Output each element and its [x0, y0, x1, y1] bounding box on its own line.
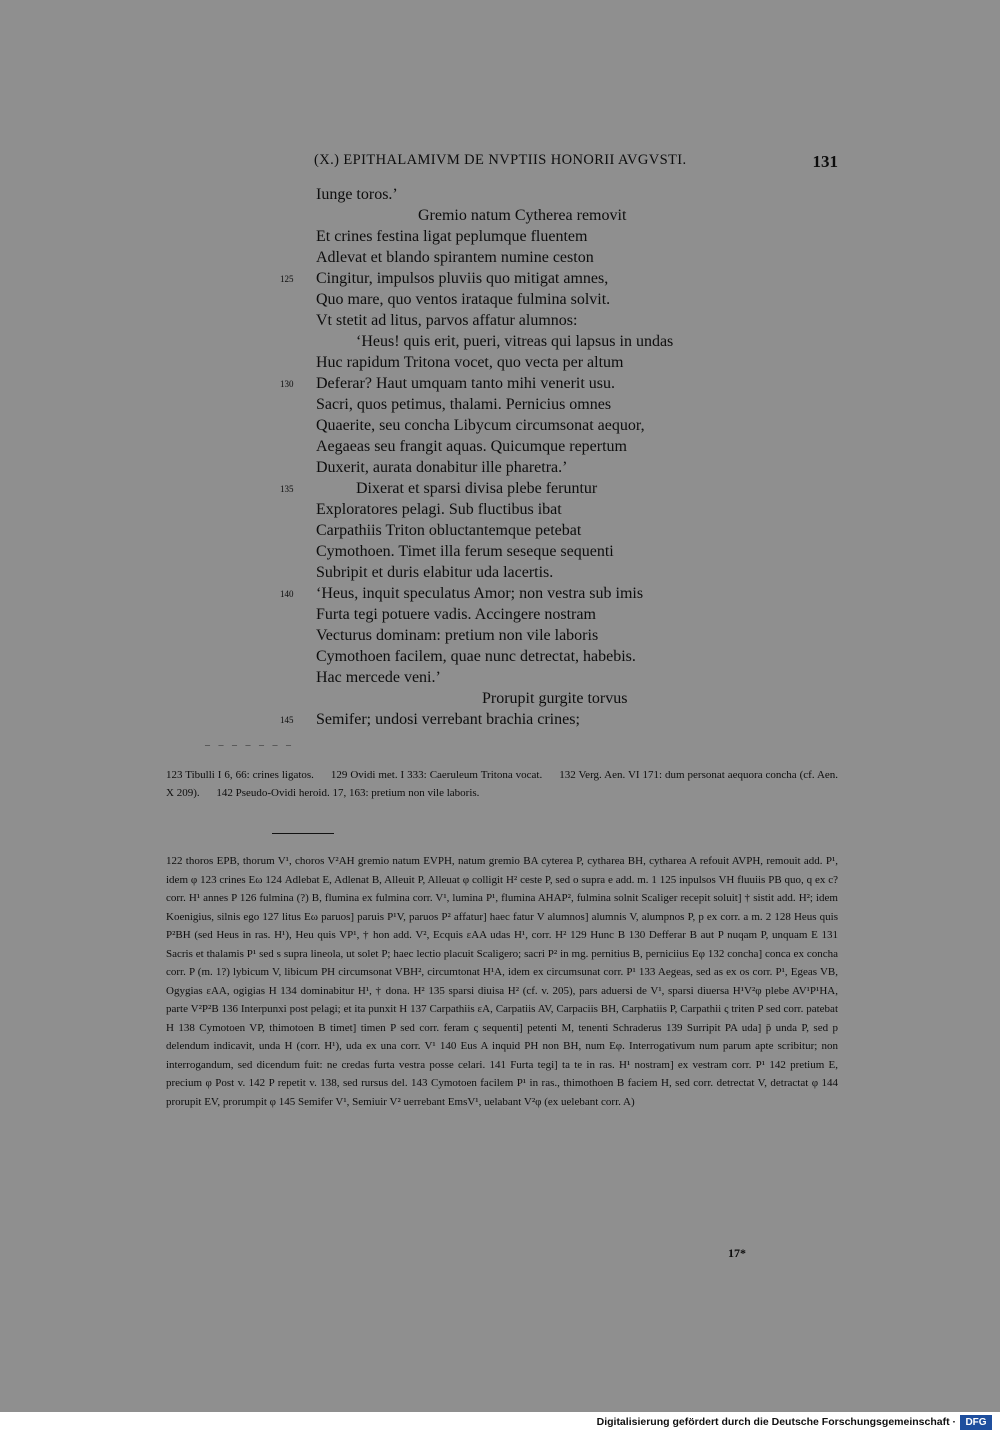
- verse-text: ‘Heus! quis erit, pueri, vitreas qui lapsus in undas: [356, 333, 674, 350]
- verse-text: Cymothoen. Timet illa ferum seseque sequenti: [316, 543, 614, 560]
- verse-text: Cingitur, impulsos pluviis quo mitigat amnes,: [316, 270, 609, 287]
- line-number: 125: [280, 274, 294, 284]
- verse-text: Hac mercede veni.’: [316, 669, 441, 686]
- verse-text: Semifer; undosi verrebant brachia crines;: [316, 711, 580, 728]
- verse-text: Huc rapidum Tritona vocet, quo vecta per altum: [316, 354, 624, 371]
- funding-credit: Digitalisierung gefördert durch die Deutsche Forschungsgemeinschaft ·: [596, 1416, 956, 1428]
- line-number: 135: [280, 484, 294, 494]
- verse-text: Adlevat et blando spirantem numine ceston: [316, 249, 594, 266]
- footnote-rule: [272, 833, 334, 834]
- verse-text: Cymothoen facilem, quae nunc detrectat, habebis.: [316, 648, 636, 665]
- verse-text: Carpathiis Triton obluctantemque petebat: [316, 522, 582, 539]
- source-note: 142 Pseudo-Ovidi heroid. 17, 163: pretium non vile laboris.: [216, 787, 480, 799]
- verse-text: Quaerite, seu concha Libycum circumsonat aequor,: [316, 417, 645, 434]
- verse-text: Quo mare, quo ventos irataque fulmina solvit.: [316, 291, 611, 308]
- critical-apparatus: 122 thoros EPB, thorum V¹, choros V²AH gremio natum EVPH, natum gremio BA cyterea P, cytharea BH, cytharea A refouit AVPH, remouit add. P¹, idem φ 123 crines Eω 124 Adlebat E, Adlenat B, Alleuit P, Alleuat φ colligit H² ceste P, sed o supra e add. m. 1 125 inpulsos VH fluuiis PB quo, q ex c? corr. H¹ annes P 126 fulmina (?) B, flumina ex fulmina corr. V¹, lumina P¹, flumina AHAP², fulmina solnit Scaliger recepit soluit] † sistit add. H²; idem Koenigius, silnis ego 127 litus Eω paruos] paruis P¹V, paruos P² affatur] haec fatur V alumnos] alumnis V, alumpnos P, p ex corr. a m. 2 128 Heus quis P²BH (sed Heus in ras. H¹), Heu quis VP¹, † hon add. V², Ecquis εAA udas H¹, corr. H² 129 Hunc B 130 Defferar B aut P nuqam P, unquam E 131 Sacris et thalamis P¹ sed s supra lineola, ut solet P; haec lectio placuit Scaligero; sacri P² in mg. pernitius B, perniciius Eφ 132 concha] conca ex concha corr. P (m. 1?) lybicum V, libicum PH circumsonat VBH², circumtonat H¹A, idem ex circumsunat corr. P¹ 133 Aegeas, sed as ex os corr. P¹, Egeas VB, Ogygias εAA, ogigias H 134 dominabitur H¹, † dona. H² 135 sparsi diuisa H² (cf. v. 205), pars aduersi de V¹, sparsi diuersa H¹V²φ plebe AV¹P¹HA, parte V²P²B 136 Interpunxi post pelagi; et ita punxit H 137 Carpathiis εA, Carpatiis AV, Carpaciis BH, Carphatiis P, Carpathii ς triten P sed corr. patebat H 138 Cymotoen VP, thimotoen B timet] timen P sed corr. feram ς sequenti] petenti M, tenenti Schraderus 139 Surripit PA uda] p̄ unda P, sed p delendum indicavit, unda H (corr. H¹), uda ex una corr. V¹ 140 Eus A inquid PH non BH, num Eφ. Interrogativum num parum apte scribitur; non interrogandum, sed dicendum fuit: ne credas furta vestra posse celari. 141 Furta tegi] ta te in ras. H¹ nostram] ex vestram corr. P¹ 142 pretium E, precium φ Post v. 142 P repetit v. 138, sed rursus del. 143 Cymotoen facilem P¹ in ras., thimothoen B faciem H, sed corr. detrectat V, detractat φ 144 prorupit EV, prorumpit φ 145 Semifer V¹, Semiuir V² uerrebant EmsV¹, uelabant V²φ (ex uelebant corr. A): [166, 855, 838, 1108]
- verse-text: Et crines festina ligat peplumque fluentem: [316, 228, 588, 245]
- verse-text: Furta tegi potuere vadis. Accingere nostram: [316, 606, 596, 623]
- verse-text: Prorupit gurgite torvus: [482, 690, 628, 707]
- verse-text: Vt stetit ad litus, parvos affatur alumnos:: [316, 312, 578, 329]
- verse-text: Sacri, quos petimus, thalami. Pernicius omnes: [316, 396, 612, 413]
- verse-text: Iunge toros.’: [316, 186, 398, 203]
- verse-text: Aegaeas seu frangit aquas. Quicumque repertum: [316, 438, 627, 455]
- source-note: 129 Ovidi met. I 333: Caeruleum Tritona vocat.: [330, 769, 543, 781]
- verse-text: Subripit et duris elabitur uda lacertis.: [316, 564, 554, 581]
- sources-apparatus: [166, 766, 838, 802]
- verse-text: Vecturus dominam: pretium non vile laboris: [316, 627, 599, 644]
- verse-text: Duxerit, aurata donabitur ille pharetra.’: [316, 459, 568, 476]
- page-number: 131: [812, 152, 838, 171]
- line-number: 145: [280, 715, 294, 725]
- verse-text: Deferar? Haut umquam tanto mihi venerit usu.: [316, 375, 616, 392]
- verse-text: Gremio natum Cytherea removit: [418, 207, 627, 224]
- line-number: 130: [280, 379, 294, 389]
- source-note: 132 Verg. Aen. VI 171: dum personat aequora concha (cf. Aen. X 209).: [166, 769, 839, 799]
- separator-dashes: – – – – – – –: [205, 740, 294, 751]
- verse-text: ‘Heus, inquit speculatus Amor; non vestra sub imis: [316, 585, 644, 602]
- verse-text: Exploratores pelagi. Sub fluctibus ibat: [316, 501, 562, 518]
- printer-signature: 17*: [728, 1246, 746, 1260]
- running-header: [314, 152, 838, 174]
- line-number: 140: [280, 589, 294, 599]
- source-note: 123 Tibulli I 6, 66: crines ligatos.: [166, 769, 314, 781]
- dfg-logo: DFG: [960, 1415, 992, 1430]
- verse-text: Dixerat et sparsi divisa plebe feruntur: [356, 480, 598, 497]
- digitization-footer: [0, 1412, 1000, 1434]
- running-title: (X.) EPITHALAMIVM DE NVPTIIS HONORII AVGVSTI.: [314, 152, 687, 168]
